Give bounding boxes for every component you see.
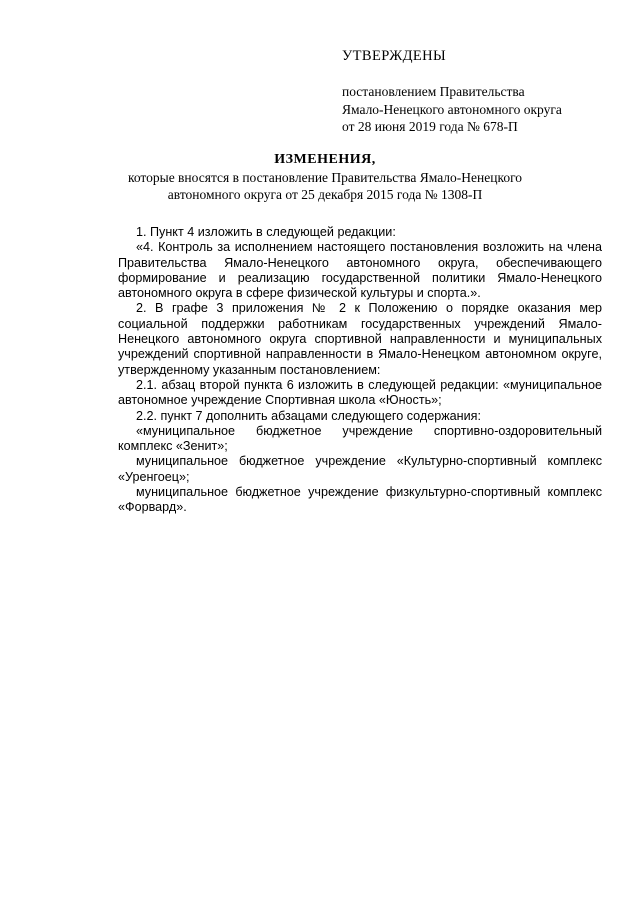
paragraph-6: «муниципальное бюджетное учреждение спортивно-оздоровительный комплекс «Зенит»; — [118, 423, 602, 454]
heading-title: ИЗМЕНЕНИЯ, — [274, 152, 376, 167]
paragraph-2: «4. Контроль за исполнением настоящего постановления возложить на члена Правительства Ямало-Ненецкого автономного округа, обеспечивающего формирование и реализацию государственной политики Ямало-Ненецкого автономного округа в сфере физической культуры и спорта.». — [118, 240, 602, 301]
paragraph-1: 1. Пункт 4 изложить в следующей редакции: — [136, 225, 396, 239]
approval-stamp — [342, 47, 622, 136]
approval-line-2: Ямало-Ненецкого автономного округа — [342, 101, 562, 117]
paragraph-5: 2.2. пункт 7 дополнить абзацами следующего содержания: — [136, 408, 481, 423]
approval-line-3: от 28 июня 2019 года № 678-П — [342, 119, 518, 134]
heading-subtitle-line-1: которые вносятся в постановление Правительства Ямало-Ненецкого — [127, 170, 523, 185]
paragraph-4: 2.1. абзац второй пункта 6 изложить в следующей редакции: «муниципальное автономное учреждение Спортивная школа «Юность»; — [118, 377, 602, 408]
heading-subtitle-line-2: автономного округа от 25 декабря 2015 года № 1308-П — [167, 187, 483, 202]
approval-title: УТВЕРЖДЕНЫ — [342, 48, 447, 64]
paragraph-7: муниципальное бюджетное учреждение «Культурно-спортивный комплекс «Уренгоец»; — [118, 454, 602, 484]
paragraph-8: муниципальное бюджетное учреждение физкультурно-спортивный комплекс «Форвард». — [118, 485, 602, 515]
approval-line-1: постановлением Правительства — [342, 84, 525, 99]
document-heading — [80, 151, 570, 203]
paragraph-3: 2. В графе 3 приложения № 2 к Положению о порядке оказания мер социальной поддержки работникам государственных учреждений Ямало-Ненецкого автономного округа спортивной направленности и муниципальных учреждений спортивной направленности в Ямало-Ненецком автономном округе, утвержденному указанным постановлением: — [118, 301, 602, 377]
document-body — [118, 225, 602, 516]
